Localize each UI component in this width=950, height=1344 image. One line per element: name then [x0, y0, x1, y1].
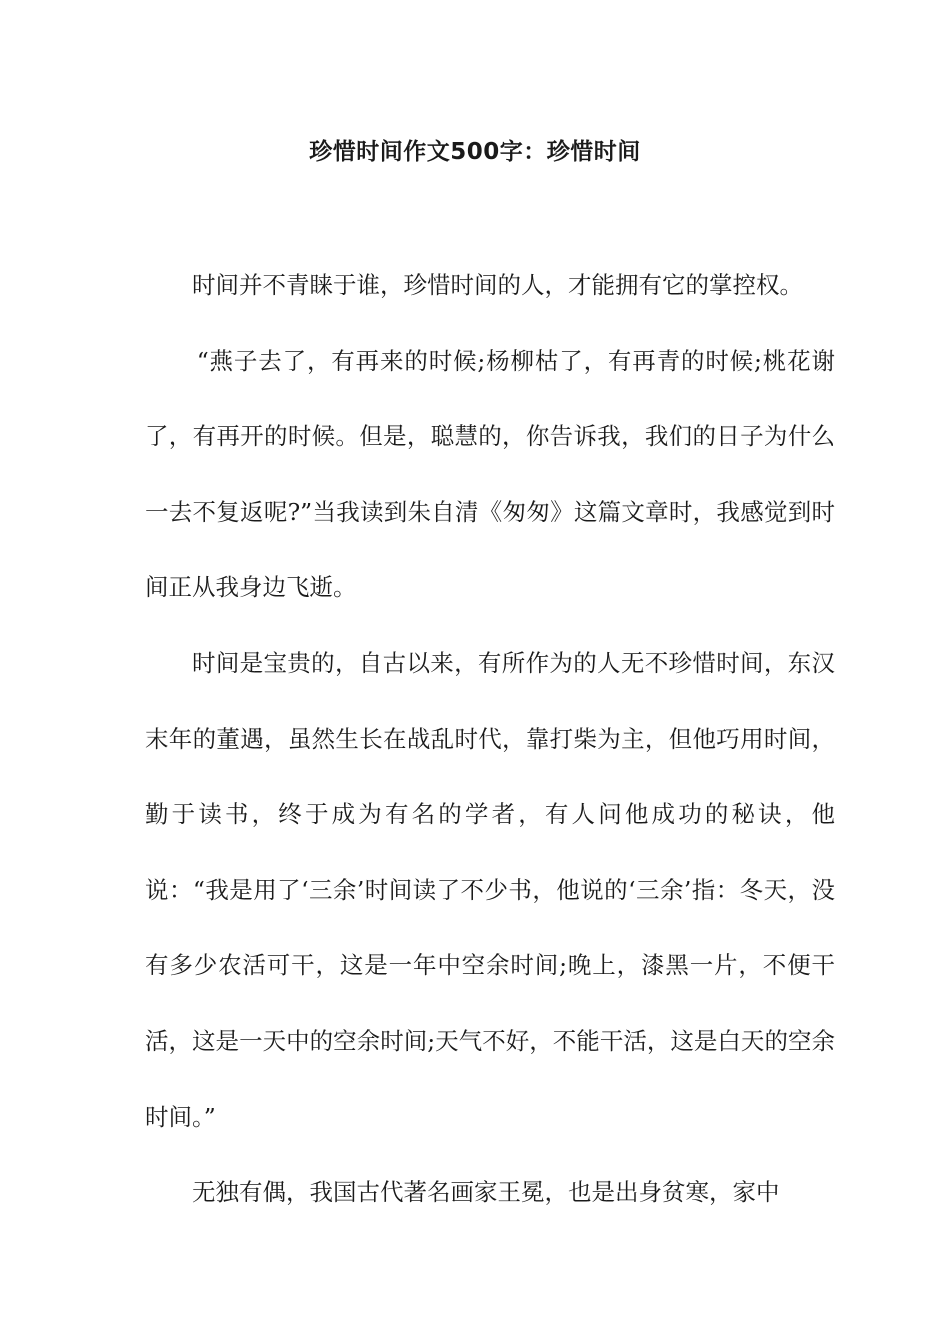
- document-body: [145, 248, 835, 1231]
- document-title: 珍惜时间作文500字：珍惜时间: [309, 139, 641, 165]
- paragraph-2: “燕子去了，有再来的时候;杨柳枯了，有再青的时候;桃花谢了，有再开的时候。但是，聪慧的，你告诉我，我们的日子为什么一去不复返呢?”当我读到朱自清《匆匆》这篇文章时，我感觉到时间正从我身边飞逝。: [145, 346, 835, 602]
- paragraph-4: 无独有偶，我国古代著名画家王冕，也是出身贫寒，家中: [192, 1178, 780, 1207]
- paragraph-3: 时间是宝贵的，自古以来，有所作为的人无不珍惜时间，东汉末年的董遇，虽然生长在战乱时代，靠打柴为主，但他巧用时间，勤于读书，终于成为有名的学者，有人问他成功的秘诀，他说：“我是用了‘三余’时间读了不少书，他说的‘三余’指：冬天，没有多少农活可干，这是一年中空余时间;晚上，漆黑一片，不便干活，这是一天中的空余时间;天气不好，不能干活，这是白天的空余时间。”: [145, 648, 835, 1131]
- paragraph-1: 时间并不青睐于谁，珍惜时间的人，才能拥有它的掌控权。: [192, 271, 803, 299]
